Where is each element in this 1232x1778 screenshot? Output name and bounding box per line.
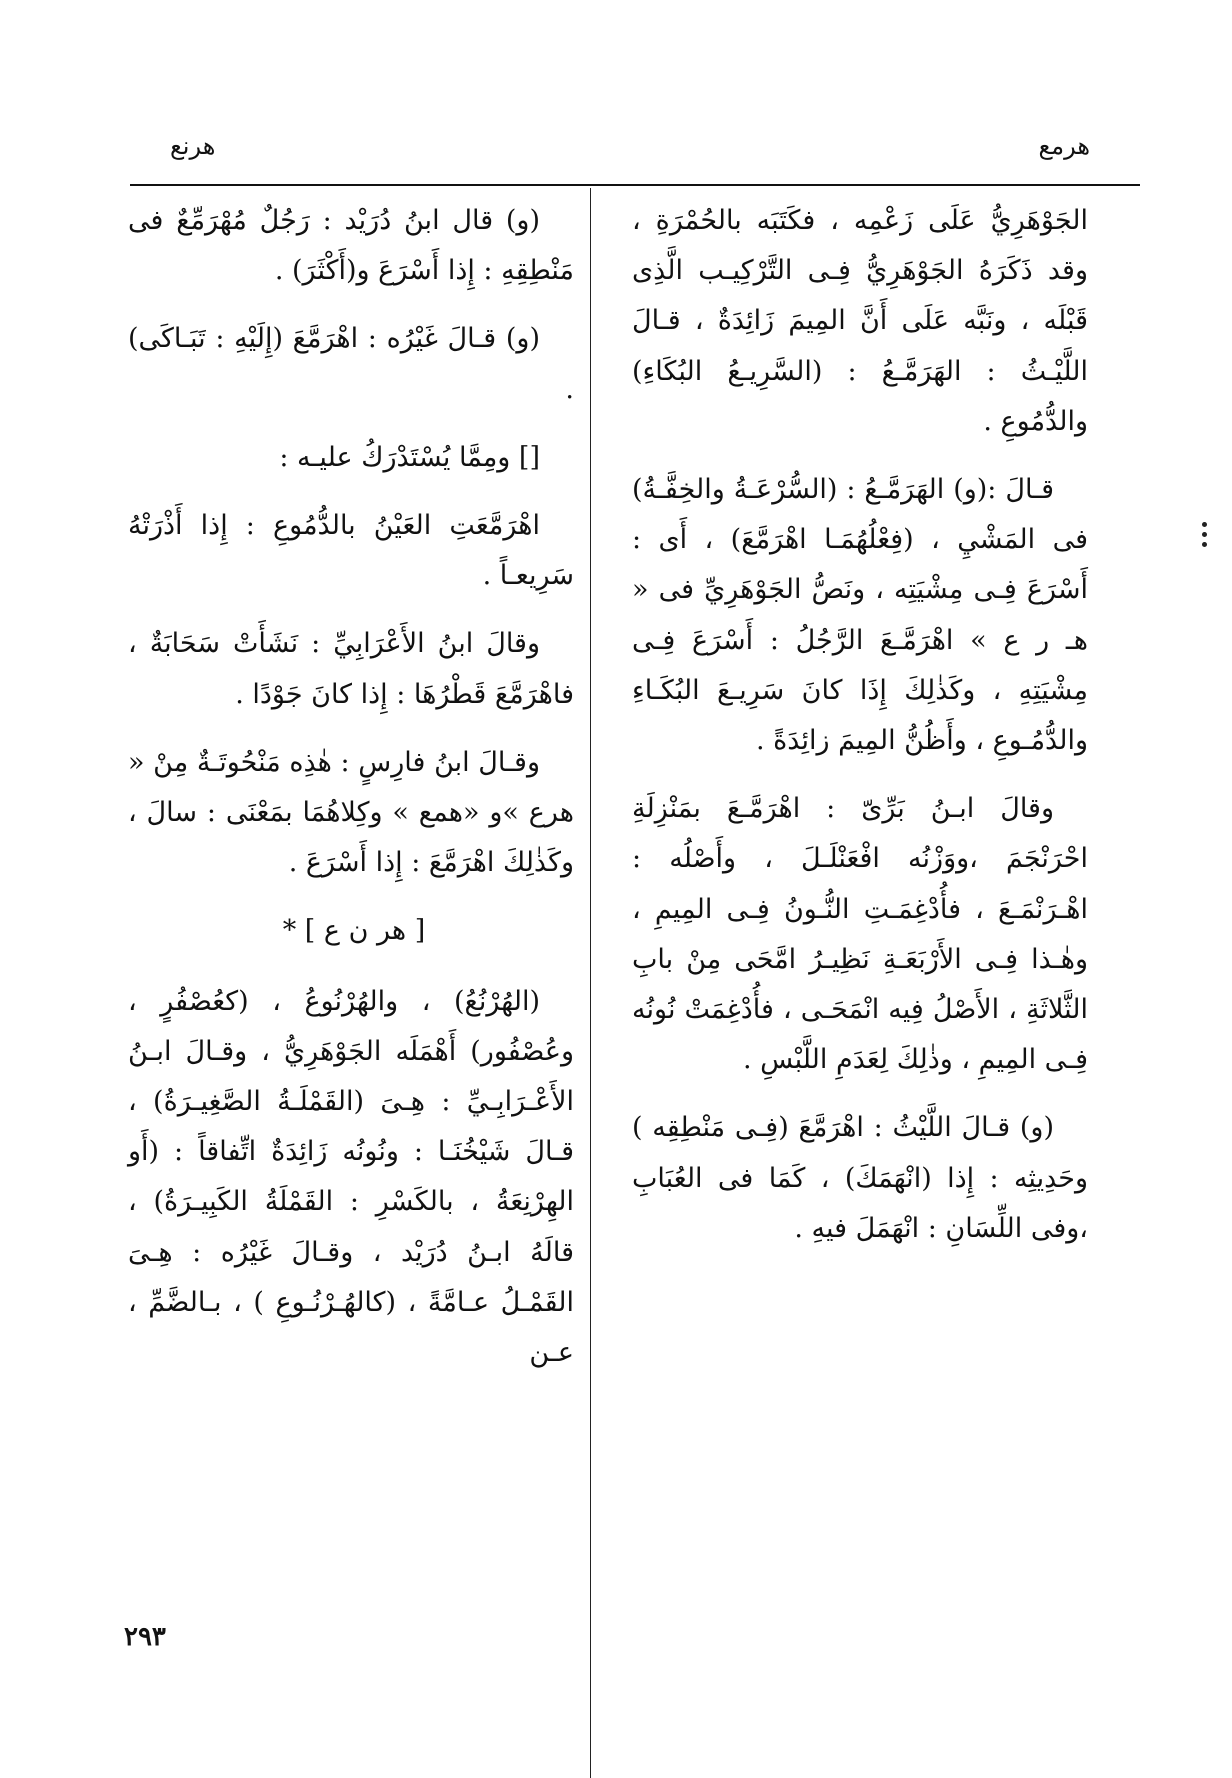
left-paragraph-3: [] ومِمَّا يُسْتَدْرَكُ عليـه : [279, 441, 540, 473]
right-column [632, 196, 1088, 1272]
right-paragraph-4: (و) قـالَ اللَّيْثُ : اهْرَمَّعَ (فِـى مَنْطِقِه ) وحَدِيثِه : إِذا (انْهَمَكَ) ، كَمَا فى العُبَابِ ،وفى اللِّسَانِ : انْهَمَلَ فيهِ . [632, 1112, 1088, 1244]
left-column [128, 196, 574, 1396]
left-paragraph-5: وقالَ ابنُ الأَعْرَابِيِّ : نَشَأَتْ سَحَابَةٌ ، فاهْرَمَّعَ قَطْرُهَا : إِذا كانَ جَوْدًا . [128, 628, 574, 710]
header-root-right: هرمع [1038, 132, 1090, 160]
entry-heading-marker: * [282, 915, 297, 947]
right-paragraph-2: قـالَ :(و) الهَرَمَّـعُ : (السُّرْعَـةُ والخِفَّـةُ) فى المَشْيِ ، (فِعْلُهُمَـا اهْرَمَّعَ) ، أَى : أَسْرَعَ فِـى مِشْيَتِه ، ونَصُّ الجَوْهَرِيِّ فى « هـ ر ع » اهْرَمَّـعَ الرَّجُلُ : أَسْرَعَ فِـى مِشْيَتِهِ ، وكَذٰلِكَ إِذَا كانَ سَرِيـعَ البُكَـاءِ والدُّمُـوعِ ، وأَظُنُّ المِيمَ زائِدَةً . [632, 474, 1088, 757]
left-paragraph-7: (الهُرْنُعُ) ، والهُرْنُوعُ ، (كعُصْفُرٍ ، وعُصْفُور) أَهْمَلَه الجَوْهَرِيُّ ، وقـالَ ابـنُ الأَعْـرَابِـيِّ : هِـىَ (القَمْلَـةُ الصَّغِيـرَةُ) ، قـالَ شَيْخُنَـا : ونُونُه زَائِدَةٌ اتِّفاقاً : (أَو الهِرْنِعَةُ ، بالكَسْرِ : القَمْلَةُ الكَبِيـرَةُ) ، قالَهُ ابـنُ دُرَيْد ، وقـالَ غَيْرُه : هِـىَ القَمْـلُ عـامَّةً ، (كالهُـرْنُـوعِ ) ، بـالضَّمِّ ، عـن [128, 985, 574, 1369]
header-rule [130, 184, 1140, 186]
right-paragraph-1: الجَوْهَرِيُّ عَلَى زَعْمِه ، فكَتَبَه بالحُمْرَةِ ، وقد ذَكَرَهُ الجَوْهَرِيُّ فِـى التَّرْكِيـب الَّذِى قَبْلَه ، ونَبَّه عَلَى أَنَّ المِيمَ زَائِدَةٌ ، قـالَ اللَّيْـثُ : الهَرَمَّـعُ : (السَّرِيـعُ البُكَاءِ) والدُّمُوعِ . [632, 205, 1088, 437]
left-paragraph-6: وقـالَ ابنُ فارِسٍ : هٰذِه مَنْحُوتَـةٌ مِنْ « هرع »و «همع » وكِلاهُمَا بمَعْنَى : سالَ ، وكَذٰلِكَ اهْرَمَّعَ : إِذا أَسْرَعَ . [128, 746, 574, 879]
margin-dots-mark [1198, 520, 1212, 560]
right-paragraph-3: وقالَ ابـنُ بَرِّىّ : اهْرَمَّـعَ بمَنْزِلَةِ احْرَنْجَمَ ،ووَزْنُه افْعَنْلَـلَ ، وأَصْلُه : اهْـرَنْمَـعَ ، فأُدْغِمَـتِ النُّـونُ فِـى المِيمِ ، وهٰـذا فِـى الأَرْبَعَـةِ نَظِيـرُ امَّحَى مِنْ بابِ الثَّلاثَةِ ، الأَصْلُ فِيه انْمَحَـى ، فأُدْغِمَتْ نُونُه فِـى المِيمِ ، وذٰلِكَ لِعَدَمِ اللَّبْسِ . [632, 793, 1088, 1076]
header-root-left: هرنع [170, 132, 216, 160]
page-number: ٢٩٣ [124, 1622, 166, 1652]
entry-heading-text: [ هر ن ع ] [304, 915, 426, 947]
left-paragraph-4: اهْرَمَّعَتِ العَيْنُ بالدُّمُوعِ : إِذا أَذْرَتْهُ سَرِيعـاً . [128, 510, 574, 592]
left-paragraph-1: (و) قال ابنُ دُرَيْد : رَجُلٌ مُهْرَمِّعٌ فى مَنْطِقِهِ : إِذا أَسْرَعَ و(أَكْثَرَ) . [128, 205, 574, 287]
column-divider [590, 188, 591, 1778]
left-paragraph-2: (و) قـالَ غَيْرُه : اهْرَمَّعَ (إِلَيْهِ : تَبَـاكَى) . [128, 323, 574, 405]
entry-heading [128, 906, 574, 956]
